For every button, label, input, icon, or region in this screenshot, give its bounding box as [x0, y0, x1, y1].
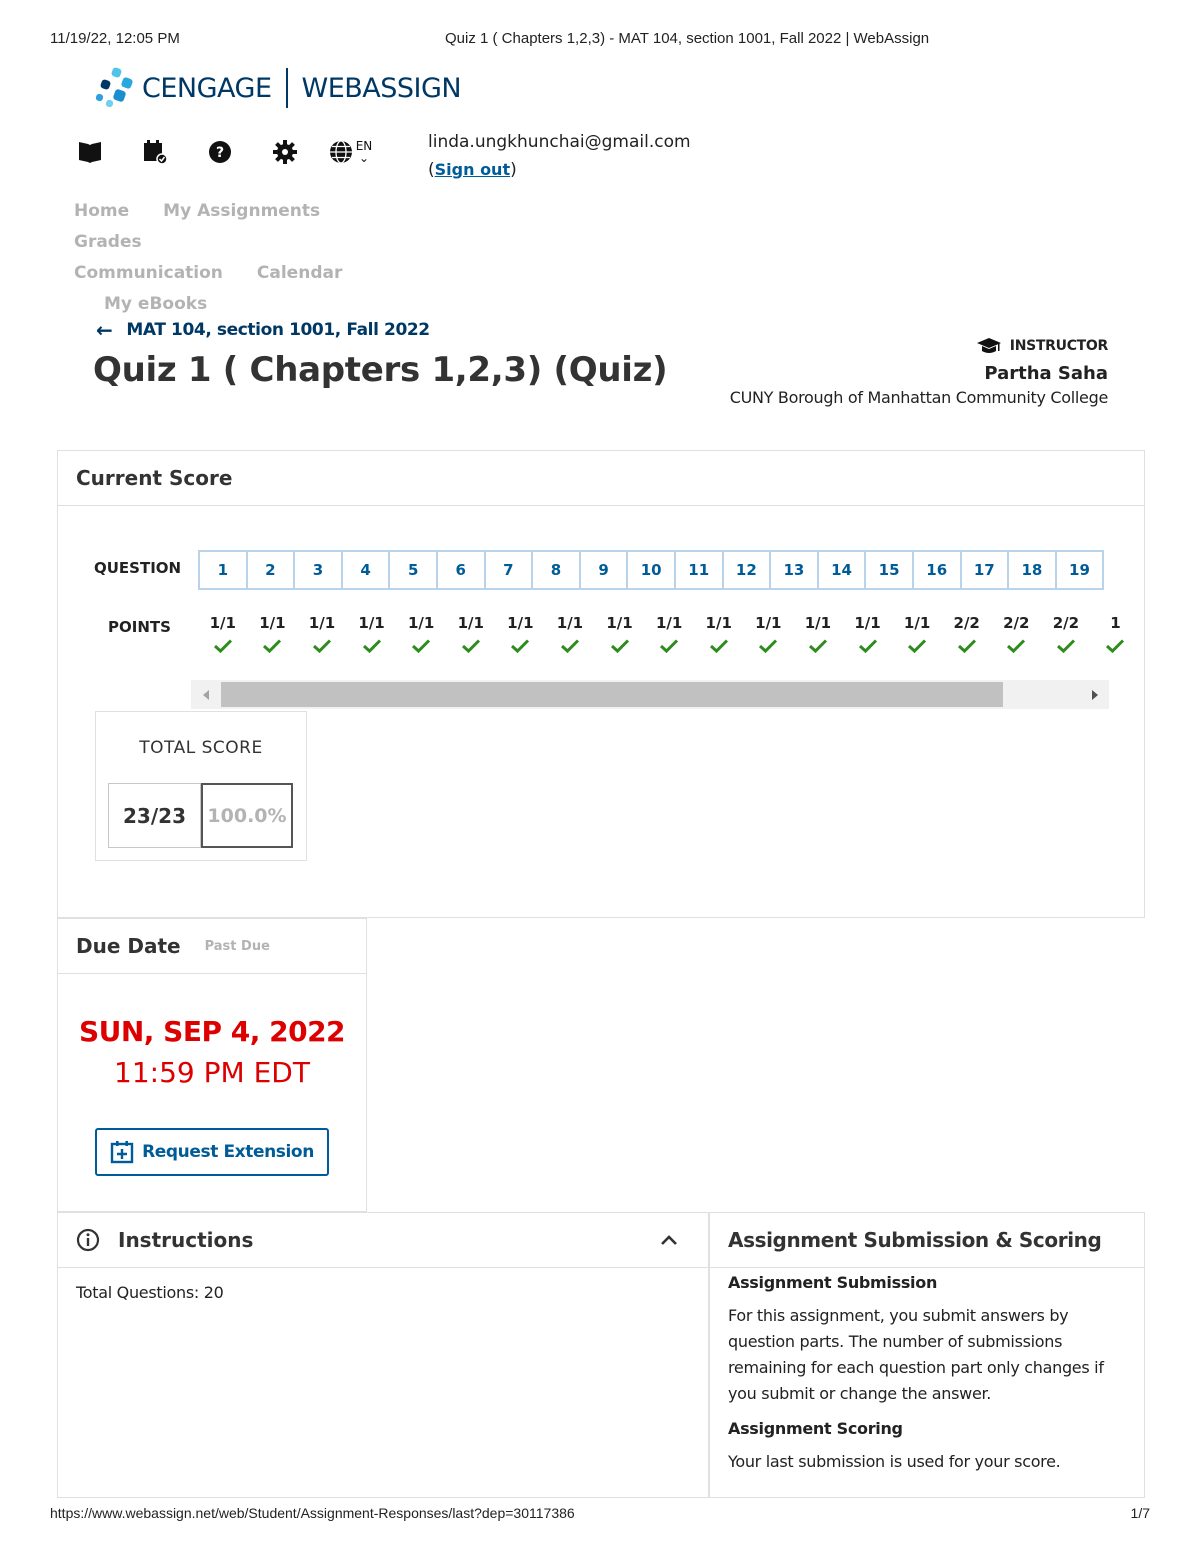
user-block [428, 128, 691, 184]
scoring-title: Assignment Scoring [728, 1419, 903, 1438]
question-link-18[interactable]: 18 [1007, 550, 1057, 590]
main-nav [74, 196, 434, 320]
checkmark-icon [297, 638, 347, 658]
signout-close-paren: ) [510, 160, 517, 180]
due-date-card [57, 918, 367, 1212]
points-strip [198, 614, 1121, 664]
checkmark-icon [396, 638, 446, 658]
nav-grades[interactable]: Grades [74, 232, 142, 252]
book-icon[interactable] [74, 136, 106, 168]
nav-my-assignments[interactable]: My Assignments [163, 201, 321, 221]
instructor-info [730, 338, 1108, 407]
points-cell [1041, 614, 1091, 658]
nav-communication[interactable]: Communication [74, 263, 223, 283]
scoring-text: Your last submission is used for your score. [728, 1452, 1061, 1471]
question-link-16[interactable]: 16 [912, 550, 962, 590]
question-label: QUESTION [94, 559, 182, 577]
points-cell [892, 614, 942, 658]
globe-icon [328, 139, 354, 165]
help-icon[interactable] [204, 136, 236, 168]
question-link-9[interactable]: 9 [579, 550, 629, 590]
points-cell [198, 614, 248, 658]
checkmark-icon [545, 638, 595, 658]
total-score-percent[interactable]: 100.0% [201, 783, 293, 848]
submission-scoring-heading: Assignment Submission & Scoring [710, 1213, 1144, 1268]
checkmark-icon [992, 638, 1042, 658]
points-cell [694, 614, 744, 658]
points-value: 1/1 [407, 614, 435, 632]
points-cell [744, 614, 794, 658]
logo-product: WEBASSIGN [301, 72, 462, 104]
nav-my-ebooks[interactable]: My eBooks [104, 294, 208, 314]
question-link-5[interactable]: 5 [388, 550, 438, 590]
points-value: 1 [1110, 614, 1121, 632]
checkmark-icon [694, 638, 744, 658]
gear-icon[interactable] [269, 136, 301, 168]
points-value: 1/1 [606, 614, 633, 632]
checkmark-icon [1041, 638, 1091, 658]
instructor-label: INSTRUCTOR [1009, 338, 1108, 354]
points-value: 1/1 [705, 614, 732, 632]
question-link-13[interactable]: 13 [769, 550, 819, 590]
total-score-points[interactable]: 23/23 [108, 783, 201, 848]
checkmark-icon [496, 638, 546, 658]
sign-out-link[interactable]: Sign out [434, 160, 511, 179]
checkmark-icon [198, 638, 248, 658]
question-link-15[interactable]: 15 [864, 550, 914, 590]
chevron-up-icon[interactable] [660, 1234, 678, 1246]
question-link-6[interactable]: 6 [436, 550, 486, 590]
points-value: 1/1 [655, 614, 683, 632]
print-footer [50, 1505, 1150, 1525]
points-value: 1/1 [507, 614, 534, 632]
points-value: 2/2 [1003, 614, 1030, 632]
logo-divider [286, 68, 288, 108]
points-value: 1/1 [259, 614, 286, 632]
points-cell [297, 614, 347, 658]
points-value: 1/1 [804, 614, 832, 632]
points-value: 1/1 [308, 614, 336, 632]
checkmark-icon [248, 638, 298, 658]
request-extension-button[interactable] [95, 1128, 329, 1176]
checkmark-icon [347, 638, 397, 658]
submission-title: Assignment Submission [728, 1273, 938, 1292]
checkmark-icon [843, 638, 893, 658]
question-link-3[interactable]: 3 [293, 550, 343, 590]
checkmark-icon [1091, 638, 1141, 658]
question-link-7[interactable]: 7 [484, 550, 534, 590]
points-value: 1/1 [903, 614, 931, 632]
arrow-left-icon: ← [96, 318, 113, 342]
question-link-14[interactable]: 14 [817, 550, 867, 590]
signout-open-paren: ( [428, 160, 435, 180]
question-link-12[interactable]: 12 [722, 550, 772, 590]
graduation-cap-icon [976, 338, 1002, 354]
due-time-value: 11:59 PM EDT [114, 1056, 310, 1089]
question-link-19[interactable]: 19 [1055, 550, 1105, 590]
question-link-1[interactable]: 1 [198, 550, 248, 590]
request-extension-label: Request Extension [142, 1142, 314, 1162]
checkmark-icon [892, 638, 942, 658]
submission-scoring-card [709, 1212, 1145, 1498]
scrollbar-thumb[interactable] [221, 682, 1003, 707]
points-value: 1/1 [755, 614, 782, 632]
due-date-heading: Due Date [76, 934, 181, 958]
question-link-4[interactable]: 4 [341, 550, 391, 590]
back-link-label: MAT 104, section 1001, Fall 2022 [126, 320, 430, 340]
points-value: 1/1 [457, 614, 484, 632]
print-page-title: Quiz 1 ( Chapters 1,2,3) - MAT 104, section 1001, Fall 2022 | WebAssign [445, 30, 930, 47]
language-code: EN [355, 139, 373, 153]
points-cell [248, 614, 298, 658]
print-header [50, 30, 1150, 50]
print-page-number: 1/7 [1130, 1505, 1150, 1521]
print-url: https://www.webassign.net/web/Student/Assignment-Responses/last?dep=30117386 [50, 1505, 575, 1521]
checkmark-icon [942, 638, 992, 658]
points-value: 2/2 [953, 614, 980, 632]
page-title: Quiz 1 ( Chapters 1,2,3) (Quiz) [93, 350, 668, 390]
user-email: linda.ungkhunchai@gmail.com [428, 132, 691, 152]
question-link-2[interactable]: 2 [246, 550, 296, 590]
scroll-left-arrow-icon[interactable] [191, 680, 220, 709]
checkmark-icon [595, 638, 645, 658]
current-score-heading: Current Score [58, 451, 1144, 506]
info-icon [76, 1228, 100, 1252]
points-value: 2/2 [1052, 614, 1080, 632]
instructor-school: CUNY Borough of Manhattan Community College [729, 388, 1108, 407]
language-selector[interactable] [334, 136, 373, 168]
question-link-10[interactable]: 10 [626, 550, 676, 590]
chevron-down-icon: ⌄ [358, 151, 370, 165]
points-cell [595, 614, 645, 658]
horizontal-scrollbar[interactable] [191, 680, 1109, 709]
checkmark-icon [744, 638, 794, 658]
checkmark-icon [644, 638, 694, 658]
nav-home[interactable]: Home [74, 201, 130, 221]
checkmark-icon [446, 638, 496, 658]
points-cell [992, 614, 1042, 658]
calendar-check-icon[interactable] [139, 136, 171, 168]
question-link-8[interactable]: 8 [531, 550, 581, 590]
checkmark-icon [793, 638, 843, 658]
question-link-17[interactable]: 17 [960, 550, 1010, 590]
back-to-course-link[interactable] [96, 318, 430, 342]
instructions-card [57, 1212, 709, 1498]
question-link-11[interactable]: 11 [674, 550, 724, 590]
submission-text: For this assignment, you submit answers by question parts. The number of submissions remaining for each question part only changes if you submit or change the answer. [728, 1306, 1104, 1403]
points-cell [644, 614, 694, 658]
question-strip [198, 550, 1109, 590]
svg-text:?: ? [215, 145, 225, 161]
points-cell [545, 614, 595, 658]
instructions-heading: Instructions [118, 1228, 254, 1252]
past-due-badge: Past Due [204, 938, 270, 954]
total-questions-text: Total Questions: 20 [76, 1283, 224, 1302]
instructions-header[interactable] [58, 1213, 708, 1268]
nav-calendar[interactable]: Calendar [256, 263, 343, 283]
points-label: POINTS [108, 618, 171, 636]
points-cell [396, 614, 446, 658]
current-score-card [57, 450, 1145, 918]
cengage-logo-icon [92, 66, 136, 110]
cengage-webassign-logo[interactable] [92, 66, 461, 110]
logo-brand: CENGAGE [142, 72, 272, 104]
calendar-plus-icon [110, 1140, 134, 1164]
points-cell [496, 614, 546, 658]
points-value: 1/1 [358, 614, 385, 632]
points-value: 1/1 [854, 614, 881, 632]
toolbar [74, 136, 399, 168]
points-cell [1091, 614, 1141, 658]
points-cell [793, 614, 843, 658]
points-value: 1/1 [556, 614, 584, 632]
total-score-label: TOTAL SCORE [139, 738, 263, 758]
points-cell [446, 614, 496, 658]
scroll-right-arrow-icon[interactable] [1080, 680, 1109, 709]
due-date-value: SUN, SEP 4, 2022 [78, 1015, 346, 1048]
total-score-box [95, 711, 307, 861]
points-value: 1/1 [209, 614, 236, 632]
points-cell [942, 614, 992, 658]
points-cell [843, 614, 893, 658]
points-cell [347, 614, 397, 658]
instructor-name: Partha Saha [984, 363, 1108, 384]
print-datetime: 11/19/22, 12:05 PM [50, 30, 180, 47]
